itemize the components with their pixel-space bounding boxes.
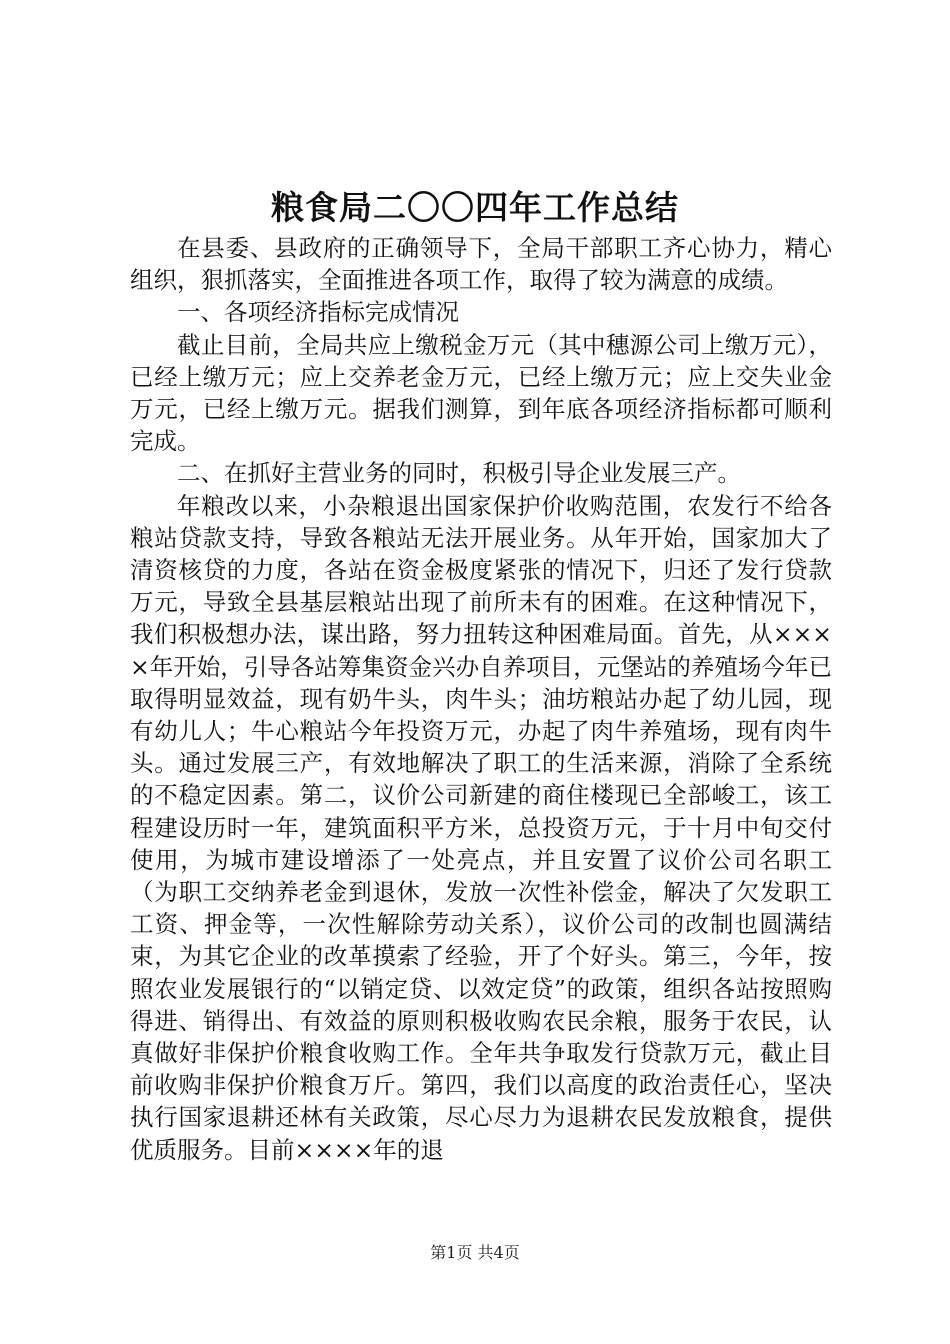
paragraph-economic-indicators: 截止目前，全局共应上缴税金万元（其中穗源公司上缴万元），已经上缴万元；应上交养老金万元，已经上缴万元；应上交失业金万元，已经上缴万元。据我们测算，到年底各项经济指标都可顺利完成。	[130, 330, 832, 456]
page-number-footer: 第1页 共4页	[430, 1243, 520, 1262]
document-body	[130, 232, 832, 1166]
section-heading-1: 一、各项经济指标完成情况	[177, 298, 459, 327]
paragraph-tertiary-industry: 年粮改以来，小杂粮退出国家保护价收购范围，农发行不给各粮站贷款支持，导致各粮站无法开展业务。从年开始，国家加大了清资核贷的力度，各站在资金极度紧张的情况下，归还了发行贷款万元，导致全县基层粮站出现了前所未有的困难。在这种情况下，我们积极想办法，谋出路，努力扭转这种困难局面。首先，从××××年开始，引导各站筹集资金兴办自养项目，元堡站的养殖场今年已取得明显效益，现有奶牛头，肉牛头；油坊粮站办起了幼儿园，现有幼儿人；牛心粮站今年投资万元，办起了肉牛养殖场，现有肉牛头。通过发展三产，有效地解决了职工的生活来源，消除了全系统的不稳定因素。第二，议价公司新建的商住楼现已全部峻工，该工程建设历时一年，建筑面积平方米，总投资万元，于十月中旬交付使用，为城市建设增添了一处亮点，并且安置了议价公司名职工（为职工交纳养老金到退休，发放一次性补偿金，解决了欠发职工工资、押金等，一次性解除劳动关系），议价公司的改制也圆满结束，为其它企业的改革摸索了经验，开了个好头。第三，今年，按照农业发展银行的“以销定贷、以效定贷”的政策，组织各站按照购得进、销得出、有效益的原则积极收购农民余粮，服务于农民，认真做好非保护价粮食收购工作。全年共争取发行贷款万元，截止目前收购非保护价粮食万斤。第四，我们以高度的政治责任心，坚决执行国家退耕还林有关政策，尽心尽力为退耕农民发放粮食，提供优质服务。目前××××年的退	[130, 491, 832, 1164]
section-heading-2: 二、在抓好主营业务的同时，积极引导企业发展三产。	[177, 459, 741, 488]
paragraph-intro: 在县委、县政府的正确领导下，全局干部职工齐心协力，精心组织，狠抓落实，全面推进各项工作，取得了较为满意的成绩。	[130, 234, 832, 295]
document-title: 粮食局二〇〇四年工作总结	[271, 188, 679, 227]
